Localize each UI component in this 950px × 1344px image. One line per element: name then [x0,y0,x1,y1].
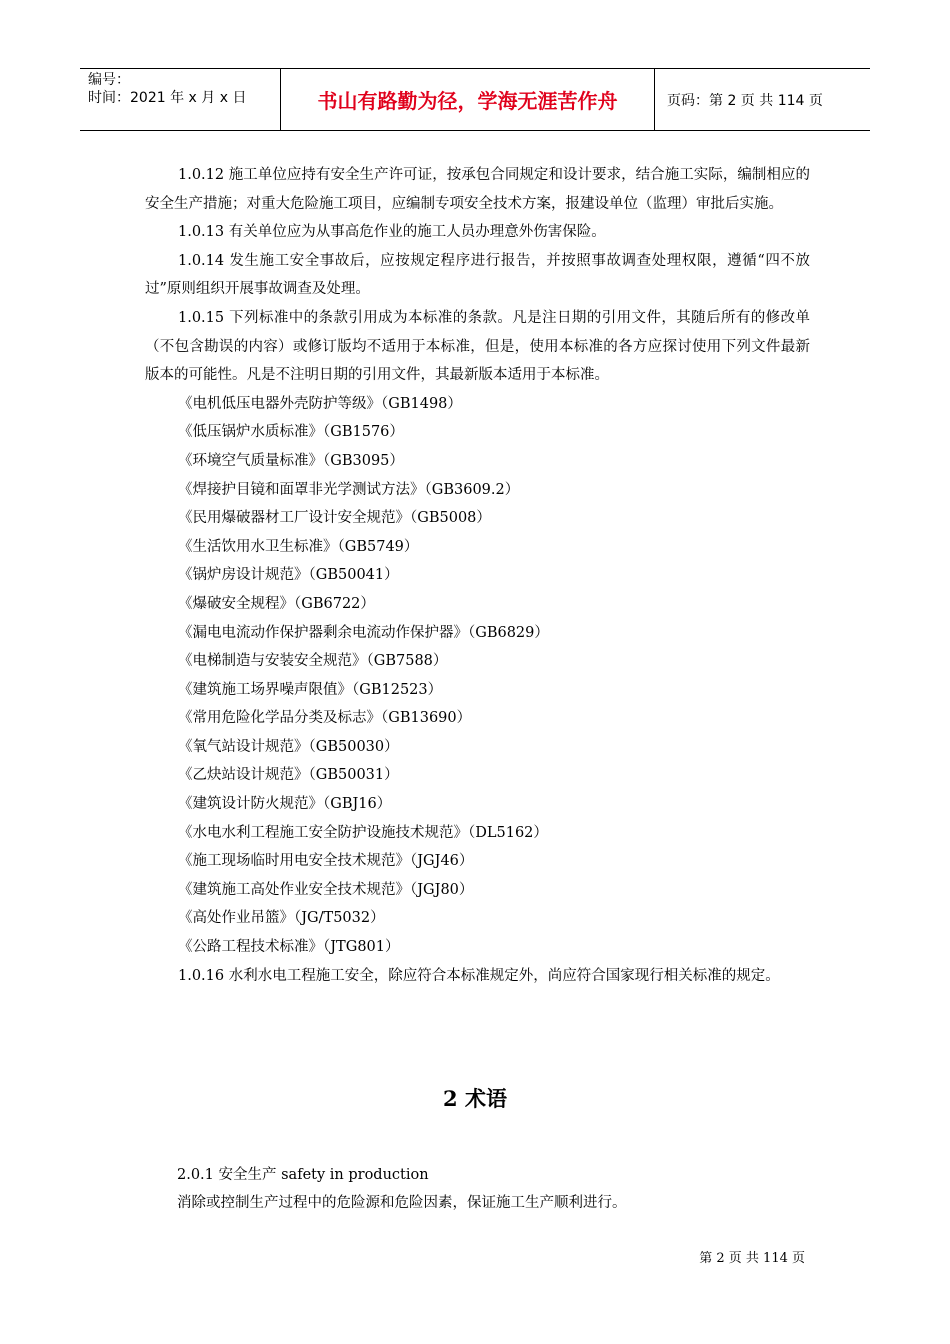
section-title: 2 术语 [443,1086,507,1111]
reference-item: 《水电水利工程施工安全防护设施技术规范》（DL5162） [178,824,548,841]
reference-item: 《常用危险化学品分类及标志》（GB13690） [178,710,472,727]
clause-1-0-13: 1.0.13 有关单位应为从事高危作业的施工人员办理意外伤害保险。 [178,224,606,241]
reference-item: 《氧气站设计规范》（GB50030） [178,738,399,755]
header-time: 时间：2021 年 x 月 x 日 [88,90,247,106]
term-heading: 2.0.1 安全生产 safety in production [177,1167,429,1183]
reference-item: 《建筑施工场界噪声限值》（GB12523） [178,681,443,698]
header-page-info: 页码：第 2 页 共 114 页 [667,92,823,109]
header-meta [80,69,281,130]
reference-item: 《低压锅炉水质标准》（GB1576） [178,424,404,441]
reference-item: 《锅炉房设计规范》（GB50041） [178,567,399,584]
reference-item: 《焊接护目镜和面罩非光学测试方法》（GB3609.2） [178,481,520,498]
clause-1-0-14: 1.0.14 发生施工安全事故后，应按规定程序进行报告，并按照事故调查处理权限，遵循“四不放过”原则组织开展事故调查及处理。 [145,252,810,298]
clause-1-0-16: 1.0.16 水利水电工程施工安全，除应符合本标准规定外，尚应符合国家现行相关标准的规定。 [178,967,780,984]
reference-item: 《公路工程技术标准》（JTG801） [178,939,400,956]
reference-item: 《电梯制造与安装安全规范》（GB7588） [178,653,448,670]
reference-item: 《乙炔站设计规范》（GB50031） [178,767,399,784]
page-header [80,68,870,131]
reference-list [145,390,810,962]
reference-item: 《爆破安全规程》（GB6722） [178,595,375,612]
clause-1-0-15: 1.0.15 下列标准中的条款引用成为本标准的条款。凡是注日期的引用文件，其随后所有的修改单（不包含勘误的内容）或修订版均不适用于本标准，但是，使用本标准的各方应探讨使用下列文件最新版本的可能性。凡是不注明日期的引用文件，其最新版本适用于本标准。 [145,309,810,384]
reference-item: 《生活饮用水卫生标准》（GB5749） [178,538,419,555]
page-footer: 第 2 页 共 114 页 [699,1251,805,1266]
header-motto: 书山有路勤为径，学海无涯苦作舟 [281,69,655,130]
document-body [145,161,810,990]
reference-item: 《建筑设计防火规范》（GBJ16） [178,796,392,813]
reference-item: 《电机低压电器外壳防护等级》（GB1498） [178,395,462,412]
term-definition: 消除或控制生产过程中的危险源和危险因素，保证施工生产顺利进行。 [177,1195,627,1211]
reference-item: 《施工现场临时用电安全技术规范》（JGJ46） [178,853,474,870]
header-number: 编号： [88,72,130,88]
clause-1-0-12: 1.0.12 施工单位应持有安全生产许可证，按承包合同规定和设计要求，结合施工实际，编制相应的安全生产措施；对重大危险施工项目，应编制专项安全技术方案，报建设单位（监理）审批后实施。 [145,167,810,212]
reference-item: 《漏电电流动作保护器剩余电流动作保护器》（GB6829） [178,624,549,641]
reference-item: 《环境空气质量标准》（GB3095） [178,452,404,469]
reference-item: 《建筑施工高处作业安全技术规范》（JGJ80） [178,881,474,898]
reference-item: 《民用爆破器材工厂设计安全规范》（GB5008） [178,510,491,527]
reference-item: 《高处作业吊篮》（JG/T5032） [178,910,385,927]
